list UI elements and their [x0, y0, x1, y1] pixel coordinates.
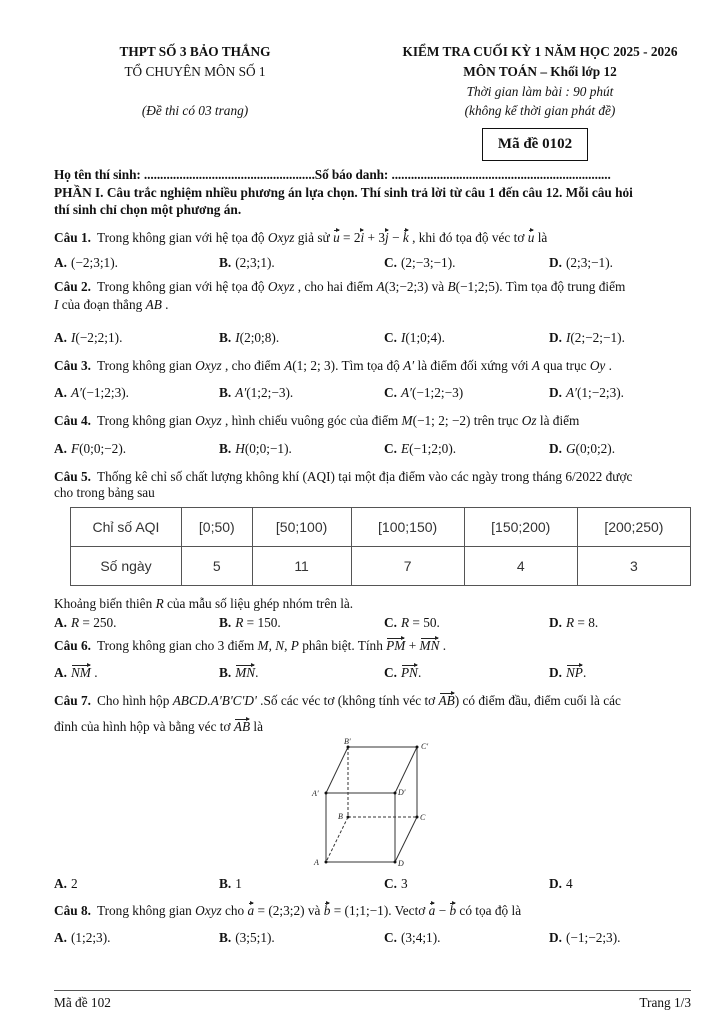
option-key: C.	[384, 930, 397, 945]
answer-option-d[interactable]	[549, 441, 615, 457]
question-stem-cont	[54, 596, 353, 612]
answer-option-c[interactable]	[384, 615, 440, 631]
text-segment: = 150.	[243, 615, 281, 630]
text-segment: Cho hình hộp	[96, 693, 173, 708]
vector-symbol: AB	[438, 693, 455, 708]
answer-option-c[interactable]	[384, 441, 456, 457]
option-key: D.	[549, 441, 562, 456]
text-segment: là điểm	[536, 413, 580, 428]
answer-option-a[interactable]	[54, 441, 126, 457]
math-symbol: M	[257, 638, 269, 653]
text-segment: Trong không gian với hệ tọa độ	[96, 230, 268, 245]
text-segment: .	[90, 665, 98, 680]
question-stem	[54, 903, 521, 919]
option-key: B.	[219, 876, 232, 891]
table-cell: [150;200)	[464, 508, 577, 547]
option-key: A.	[54, 385, 67, 400]
option-key: D.	[549, 255, 562, 270]
footer-exam-code: Mã đề 102	[54, 995, 111, 1010]
question-label: Câu 6.	[54, 638, 91, 653]
question-stem	[54, 693, 621, 709]
question-stem	[54, 638, 446, 654]
vector-symbol: MN	[419, 638, 440, 653]
text-segment: ,	[268, 638, 276, 653]
answer-option-a[interactable]	[54, 615, 116, 631]
math-symbol: Oz	[521, 413, 537, 428]
table-cell: 3	[577, 547, 690, 586]
table-cell: 5	[182, 547, 253, 586]
table-cell: [200;250)	[577, 508, 690, 547]
math-symbol: P	[290, 638, 299, 653]
answer-option-a[interactable]	[54, 385, 129, 401]
edge-line	[395, 817, 417, 862]
text-segment: qua trục	[539, 358, 590, 373]
text-segment: (−1;2;0).	[409, 441, 457, 456]
text-segment: cho	[221, 903, 248, 918]
text-segment: (−1;2;−3)	[411, 385, 464, 400]
text-segment: (3;−2;3) và	[384, 279, 448, 294]
school-name: THPT SỐ 3 BẢO THẮNG	[119, 44, 271, 59]
student-info-line: Họ tên thí sinh: .....................................................Số báo danh: ....................................................................	[54, 167, 611, 182]
text-segment: (−1; 2; −2) trên trục	[412, 413, 522, 428]
text-segment: (2;3;1).	[235, 255, 275, 270]
math-symbol: B	[447, 279, 456, 294]
math-symbol: E	[400, 441, 410, 456]
answer-option-a[interactable]	[54, 665, 98, 681]
edge-line	[395, 747, 417, 793]
table-cell: 7	[351, 547, 464, 586]
math-symbol: Oxyz	[267, 279, 295, 294]
answer-option-c[interactable]	[384, 930, 440, 946]
math-symbol: I	[400, 330, 406, 345]
option-key: C.	[384, 665, 397, 680]
text-segment: là	[250, 719, 264, 734]
math-symbol: A	[284, 358, 293, 373]
option-key: D.	[549, 330, 562, 345]
exam-title: KIỂM TRA CUỐI KỲ 1 NĂM HỌC 2025 - 2026	[402, 44, 678, 59]
answer-option-b[interactable]	[219, 441, 292, 457]
duration-note: (không kể thời gian phát đề)	[464, 103, 616, 118]
text-segment: = (2;3;2) và	[254, 903, 324, 918]
text-segment: (−1;2;5). Tìm tọa độ trung điểm	[455, 279, 626, 294]
text-segment: của mẫu số liệu ghép nhóm trên là.	[163, 596, 354, 611]
question-stem	[54, 230, 547, 246]
text-segment: , hình chiếu vuông góc của điểm	[221, 413, 402, 428]
text-segment: là	[534, 230, 548, 245]
table-cell: Số ngày	[71, 547, 182, 586]
answer-option-d[interactable]	[549, 930, 620, 946]
answer-option-d[interactable]	[549, 255, 613, 271]
answer-option-d[interactable]	[549, 876, 573, 892]
text-segment: , khi đó tọa độ véc tơ	[408, 230, 528, 245]
footer-page-number: Trang 1/3	[639, 995, 691, 1010]
math-symbol: Oxyz	[195, 903, 222, 918]
math-symbol: A	[376, 279, 385, 294]
text-segment: Trong không gian	[96, 358, 196, 373]
text-segment: 3	[400, 876, 408, 891]
edge-line	[326, 747, 348, 793]
text-segment: (−1;−2;3).	[565, 930, 621, 945]
text-segment: .	[161, 297, 169, 312]
math-symbol: M	[401, 413, 413, 428]
text-segment: Trong không gian với hệ tọa độ	[96, 279, 268, 294]
question-stem-cont	[54, 297, 168, 313]
option-key: A.	[54, 615, 67, 630]
vector-symbol: b	[449, 903, 457, 918]
part1-instruction: PHẦN I. Câu trắc nghiệm nhiều phương án lựa chọn. Thí sinh trả lời từ câu 1 đến câu 12. Mỗi câu hỏi	[54, 185, 633, 200]
text-segment: (2;−2;−1).	[570, 330, 625, 345]
math-symbol: R	[155, 596, 164, 611]
text-segment: của đoạn thẳng	[58, 297, 146, 312]
math-symbol: F	[70, 441, 80, 456]
text-segment: .	[605, 358, 612, 373]
text-segment: Trong không gian cho 3 điểm	[96, 638, 258, 653]
question-label: Câu 8.	[54, 903, 91, 918]
vertex-label: B′	[344, 737, 351, 746]
vector-symbol: b	[323, 903, 331, 918]
department: TỔ CHUYÊN MÔN SỐ 1	[124, 64, 266, 79]
math-symbol: H	[235, 441, 245, 456]
answer-option-c[interactable]	[384, 876, 408, 892]
text-segment: (−2;2;1).	[75, 330, 123, 345]
text-segment: (2;0;8).	[239, 330, 280, 345]
math-symbol: R	[565, 615, 575, 630]
text-segment: +	[405, 638, 420, 653]
table-cell: Chỉ số AQI	[71, 508, 182, 547]
option-key: B.	[219, 441, 232, 456]
option-key: C.	[384, 385, 397, 400]
question-label: Câu 1.	[54, 230, 91, 245]
text-segment: (2;3;−1).	[565, 255, 613, 270]
option-key: B.	[219, 385, 232, 400]
answer-option-b[interactable]	[219, 330, 279, 346]
option-key: D.	[549, 665, 562, 680]
math-symbol: Oxyz	[195, 413, 222, 428]
text-segment: đỉnh của hình hộp và bằng véc tơ	[54, 719, 234, 734]
question-label: Câu 2.	[54, 279, 91, 294]
exam-code-box: Mã đề 0102	[482, 128, 588, 161]
footer-divider	[54, 990, 691, 991]
math-symbol: I	[565, 330, 571, 345]
text-segment: (0;0;−1).	[244, 441, 292, 456]
question-stem	[54, 469, 632, 485]
question-label: Câu 7.	[54, 693, 91, 708]
vector-symbol: a	[428, 903, 436, 918]
option-key: C.	[384, 615, 397, 630]
math-symbol: ABCD.A'B'C'D'	[172, 693, 257, 708]
answer-option-a[interactable]	[54, 330, 122, 346]
vertex-label: B	[338, 812, 343, 821]
math-symbol: I	[54, 297, 59, 312]
answer-option-a[interactable]	[54, 930, 110, 946]
option-key: C.	[384, 441, 397, 456]
question-stem-cont	[54, 485, 155, 501]
text-segment: (−2;3;1).	[70, 255, 118, 270]
text-segment: = 50.	[409, 615, 440, 630]
table-cell: 4	[464, 547, 577, 586]
answer-option-c[interactable]	[384, 385, 463, 401]
option-key: A.	[54, 665, 67, 680]
question-label: Câu 5.	[54, 469, 91, 484]
text-segment: 4	[565, 876, 573, 891]
answer-option-d[interactable]	[549, 385, 624, 401]
pages-note: (Đề thi có 03 trang)	[141, 103, 249, 118]
math-symbol: Oxyz	[267, 230, 295, 245]
text-segment: ) có điểm đầu, điểm cuối là các	[454, 693, 621, 708]
question-label: Câu 3.	[54, 358, 91, 373]
text-segment: = 250.	[79, 615, 117, 630]
text-segment: = 8.	[574, 615, 599, 630]
answer-option-b[interactable]	[219, 255, 275, 271]
vector-symbol: u	[527, 230, 535, 245]
vector-symbol: AB	[233, 719, 251, 734]
text-segment: , cho hai điểm	[294, 279, 377, 294]
text-segment: (0;0;2).	[575, 441, 616, 456]
text-segment: cho trong bảng sau	[54, 485, 155, 500]
answer-option-b[interactable]	[219, 615, 281, 631]
text-segment: (1;2;−3).	[246, 385, 294, 400]
table-cell: [0;50)	[182, 508, 253, 547]
answer-option-c[interactable]	[384, 255, 455, 271]
vertex-label: C	[420, 813, 426, 822]
text-segment: .	[439, 638, 447, 653]
table-cell: 11	[252, 547, 351, 586]
vector-symbol: k	[402, 230, 409, 245]
text-segment: .	[417, 665, 422, 680]
vector-symbol: a	[247, 903, 255, 918]
option-key: C.	[384, 876, 397, 891]
answer-option-b[interactable]	[219, 665, 258, 681]
question-stem	[54, 279, 625, 295]
option-key: B.	[219, 255, 232, 270]
question-stem	[54, 358, 612, 374]
answer-option-d[interactable]	[549, 665, 586, 681]
text-segment: = (1;1;−1). Vectơ	[330, 903, 429, 918]
math-symbol: Oxyz	[195, 358, 222, 373]
vector-symbol: PN	[400, 665, 418, 680]
question-label: Câu 4.	[54, 413, 91, 428]
option-key: C.	[384, 330, 397, 345]
text-segment: (1;0;4).	[405, 330, 445, 345]
part1-instruction-cont: thí sinh chỉ chọn một phương án.	[54, 202, 242, 217]
text-segment: −	[435, 903, 450, 918]
math-symbol: A′	[400, 385, 412, 400]
math-symbol: N	[275, 638, 285, 653]
math-symbol: R	[400, 615, 410, 630]
vector-symbol: NP	[565, 665, 583, 680]
text-segment: Khoảng biến thiên	[54, 596, 156, 611]
math-symbol: R	[235, 615, 244, 630]
vector-symbol: NM	[70, 665, 91, 680]
math-symbol: G	[565, 441, 576, 456]
vertex-label: D′	[398, 788, 406, 797]
aqi-table	[70, 507, 691, 586]
text-segment: (1;2;3).	[70, 930, 111, 945]
table-row	[71, 547, 691, 586]
option-key: B.	[219, 615, 232, 630]
answer-option-c[interactable]	[384, 330, 445, 346]
hidden-edge-line	[326, 817, 348, 862]
answer-option-a[interactable]	[54, 876, 78, 892]
option-key: A.	[54, 441, 67, 456]
text-segment: ,	[284, 638, 291, 653]
math-symbol: A′	[565, 385, 577, 400]
question-stem	[54, 413, 579, 429]
math-symbol: R	[70, 615, 80, 630]
answer-option-a[interactable]	[54, 255, 118, 271]
text-segment: (1; 2; 3). Tìm tọa độ	[292, 358, 404, 373]
table-cell: [100;150)	[351, 508, 464, 547]
text-segment: −	[388, 230, 403, 245]
math-symbol: AB	[145, 297, 162, 312]
option-key: B.	[219, 330, 232, 345]
vertex-label: D	[398, 859, 404, 868]
option-key: D.	[549, 876, 562, 891]
text-segment: (1;−2;3).	[576, 385, 624, 400]
text-segment: .	[582, 665, 587, 680]
text-segment: Thống kê chỉ số chất lượng không khí (AQI) tại một địa điểm vào các ngày trong tháng 6/2022 được	[96, 469, 633, 484]
text-segment: là điểm đối xứng với	[414, 358, 532, 373]
math-symbol: A′	[70, 385, 82, 400]
text-segment: (0;0;−2).	[79, 441, 127, 456]
text-segment: phân biệt. Tính	[298, 638, 387, 653]
option-key: C.	[384, 255, 397, 270]
option-key: B.	[219, 665, 232, 680]
math-symbol: I	[235, 330, 240, 345]
vertex-label: A′	[312, 789, 319, 798]
vector-symbol: i	[360, 230, 365, 245]
answer-option-c[interactable]	[384, 665, 421, 681]
text-segment: Trong không gian	[96, 413, 196, 428]
option-key: A.	[54, 255, 67, 270]
question-stem-cont	[54, 719, 263, 735]
answer-option-b[interactable]	[219, 930, 275, 946]
text-segment: .	[255, 665, 259, 680]
vector-symbol: MN	[235, 665, 256, 680]
text-segment: (2;−3;−1).	[400, 255, 456, 270]
answer-option-d[interactable]	[549, 330, 625, 346]
text-segment: (−1;2;3).	[81, 385, 129, 400]
vector-symbol: j	[385, 230, 389, 245]
option-key: A.	[54, 876, 67, 891]
math-symbol: A	[531, 358, 540, 373]
text-segment: 2	[70, 876, 78, 891]
text-segment: (3;5;1).	[235, 930, 275, 945]
text-segment: = 2	[339, 230, 361, 245]
text-segment: (3;4;1).	[400, 930, 441, 945]
text-segment: Trong không gian	[96, 903, 196, 918]
vector-symbol: PM	[386, 638, 406, 653]
parallelepiped-figure	[300, 735, 450, 875]
subject: MÔN TOÁN – Khối lớp 12	[463, 64, 617, 79]
vertex-label: C′	[421, 742, 429, 751]
vector-symbol: u	[333, 230, 340, 245]
math-symbol: I	[70, 330, 76, 345]
vertex-label: A	[314, 858, 319, 867]
option-key: D.	[549, 930, 562, 945]
duration: Thời gian làm bài : 90 phút	[466, 84, 614, 99]
math-symbol: A′	[235, 385, 247, 400]
answer-option-b[interactable]	[219, 876, 242, 892]
table-row	[71, 508, 691, 547]
option-key: D.	[549, 615, 562, 630]
table-cell: [50;100)	[252, 508, 351, 547]
option-key: B.	[219, 930, 232, 945]
math-symbol: A′	[403, 358, 415, 373]
math-symbol: Oy	[589, 358, 606, 373]
option-key: A.	[54, 930, 67, 945]
answer-option-d[interactable]	[549, 615, 598, 631]
answer-option-b[interactable]	[219, 385, 293, 401]
text-segment: , cho điểm	[221, 358, 285, 373]
option-key: D.	[549, 385, 562, 400]
option-key: A.	[54, 330, 67, 345]
text-segment: + 3	[364, 230, 386, 245]
text-segment: 1	[235, 876, 242, 891]
text-segment: có tọa độ là	[456, 903, 522, 918]
text-segment: giả sử	[294, 230, 334, 245]
text-segment: .Số các véc tơ (không tính véc tơ	[256, 693, 439, 708]
